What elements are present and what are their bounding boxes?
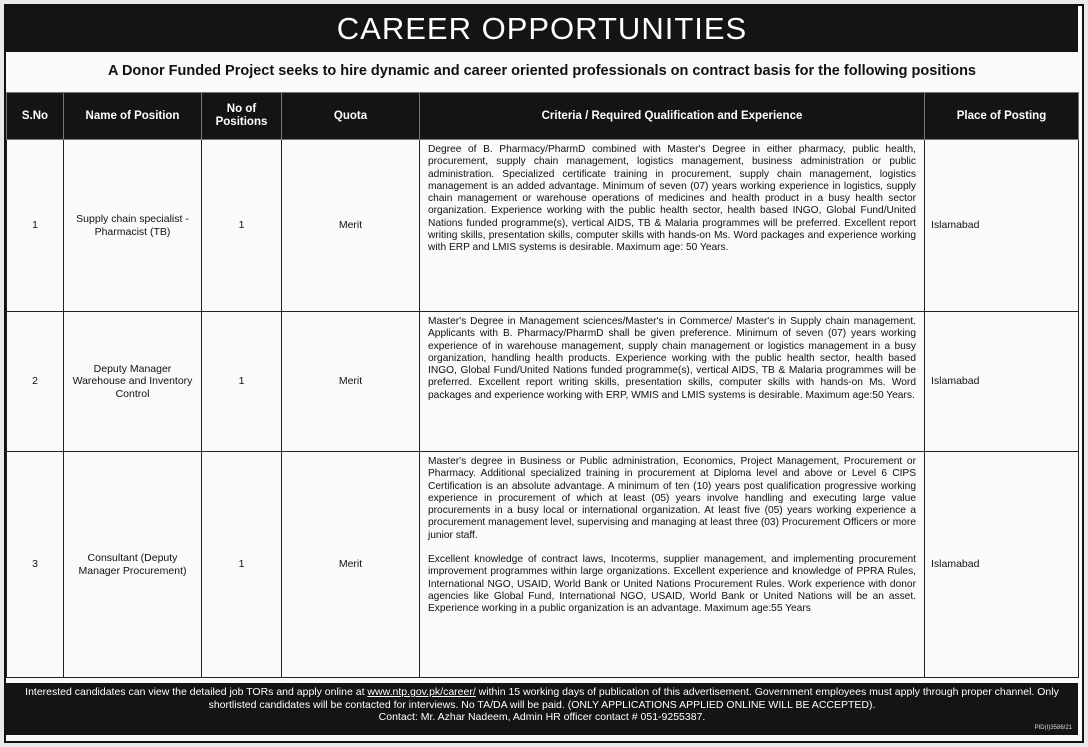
criteria-paragraph: Degree of B. Pharmacy/PharmD combined with Master's Degree in either pharmacy, public health, procurement, supply chain management, logistics management, business administration or public administration. Specialized certificate training in procurement, supply chain management, logistics management is an added advantage. Minimum of seven (07) years working experience in logistics, supply chain management or warehouse operations of medicines and health product in a busy health sector organization. Experience working with the public health sector, health based INGO, Global Fund/United Nations funded programme(s), vertical AIDS, TB & Malaria programmes will be preferred. Excellent report writing skills, presentation skills, computer skills with hands-on Ms. Word packages and experience working with ERP and LMIS systems is desirable. Maximum age: 50 Years. [428,144,916,254]
col-header-position: Name of Position [64,93,202,140]
cell-posting: Islamabad [925,452,1079,678]
reference-code: PID(I)3586/21 [1034,724,1072,731]
col-header-posting: Place of Posting [925,93,1079,140]
footer-notice [6,683,1078,735]
footer-text-suffix: within 15 working days of publication of this advertisement. Government employees must apply through proper channel. Only shortlisted candidates will be contacted for interviews. No TA/DA will be paid. (ONLY APPLICATIONS APPLIED ONLINE WILL BE ACCEPTED). [208,686,1059,711]
cell-position: Supply chain specialist - Pharmacist (TB) [64,140,202,312]
cell-count: 1 [202,452,282,678]
cell-quota: Merit [282,312,420,452]
cell-criteria [420,140,925,312]
positions-table [6,92,1079,678]
page-title [6,6,1078,52]
footer-instructions [14,686,1070,711]
cell-count: 1 [202,140,282,312]
title-text: CAREER OPPORTUNITIES [336,11,748,46]
cell-criteria [420,312,925,452]
cell-posting: Islamabad [925,140,1079,312]
cell-count: 1 [202,312,282,452]
table-header-row [7,93,1079,140]
criteria-paragraph: Excellent knowledge of contract laws, Incoterms, supplier management, and implementing procurement improvement programmes within large organizations. Excellent experience and knowledge of PPRA Rules, International NGO, USAID, World Bank or United Nations Procurement Rules. Work experience with donor agencies like Global Fund, International NGO, USAID, World Bank or United Nations will be an asset. Experience working in a public organization is an advantage. Maximum age:55 Years [428,554,916,615]
table-row [7,452,1079,678]
cell-position: Consultant (Deputy Manager Procurement) [64,452,202,678]
career-link[interactable]: www.ntp.gov.pk/career/ [367,686,476,698]
subtitle: A Donor Funded Project seeks to hire dynamic and career oriented professionals on contract basis for the following positions [107,63,976,79]
footer-contact: Contact: Mr. Azhar Nadeem, Admin HR officer contact # 051-9255387. [378,711,706,723]
table-row [7,312,1079,452]
cell-sno: 3 [7,452,64,678]
cell-quota: Merit [282,452,420,678]
footer-text-prefix: Interested candidates can view the detailed job TORs and apply online at [25,686,368,698]
table-row [7,140,1079,312]
criteria-paragraph: Master's Degree in Management sciences/Master's in Commerce/ Master's in Supply chain management. Applicants with B. Pharmacy/PharmD shall be given preference. Minimum of seven (07) years working experience of in warehouse management, supply chain management or logistics management in a busy organization, handling health products. Experience working with the public health sector, health based INGO, Global Fund/United Nations funded programme(s), vertical AIDS, TB & Malaria programmes will be preferred. Excellent report writing skills, presentation skills, computer skills with hands-on Ms. Word packages and experience working with ERP, WMIS and LMIS systems is desirable. Maximum age:50 Years. [428,316,916,401]
col-header-sno: S.No [7,93,64,140]
col-header-criteria: Criteria / Required Qualification and Experience [420,93,925,140]
col-header-quota: Quota [282,93,420,140]
col-header-count: No of Positions [202,93,282,140]
cell-posting: Islamabad [925,312,1079,452]
cell-quota: Merit [282,140,420,312]
criteria-paragraph: Master's degree in Business or Public administration, Economics, Project Management, Procurement or Pharmacy. Additional specialized training in procurement at Diploma level and above or Level 6 CIPS Certification is an absolute advantage. A minimum of ten (10) years post qualification progressive working experience in procurement of which at least (05) years involve handling and executing large value procurements in a busy local or international organization. At least five (05) years working experience a procurement management level, supervising and managing at least three (03) Procurement Officers or more junior staff. [428,456,916,541]
cell-criteria [420,452,925,678]
cell-sno: 2 [7,312,64,452]
cell-position: Deputy Manager Warehouse and Inventory Control [64,312,202,452]
cell-sno: 1 [7,140,64,312]
